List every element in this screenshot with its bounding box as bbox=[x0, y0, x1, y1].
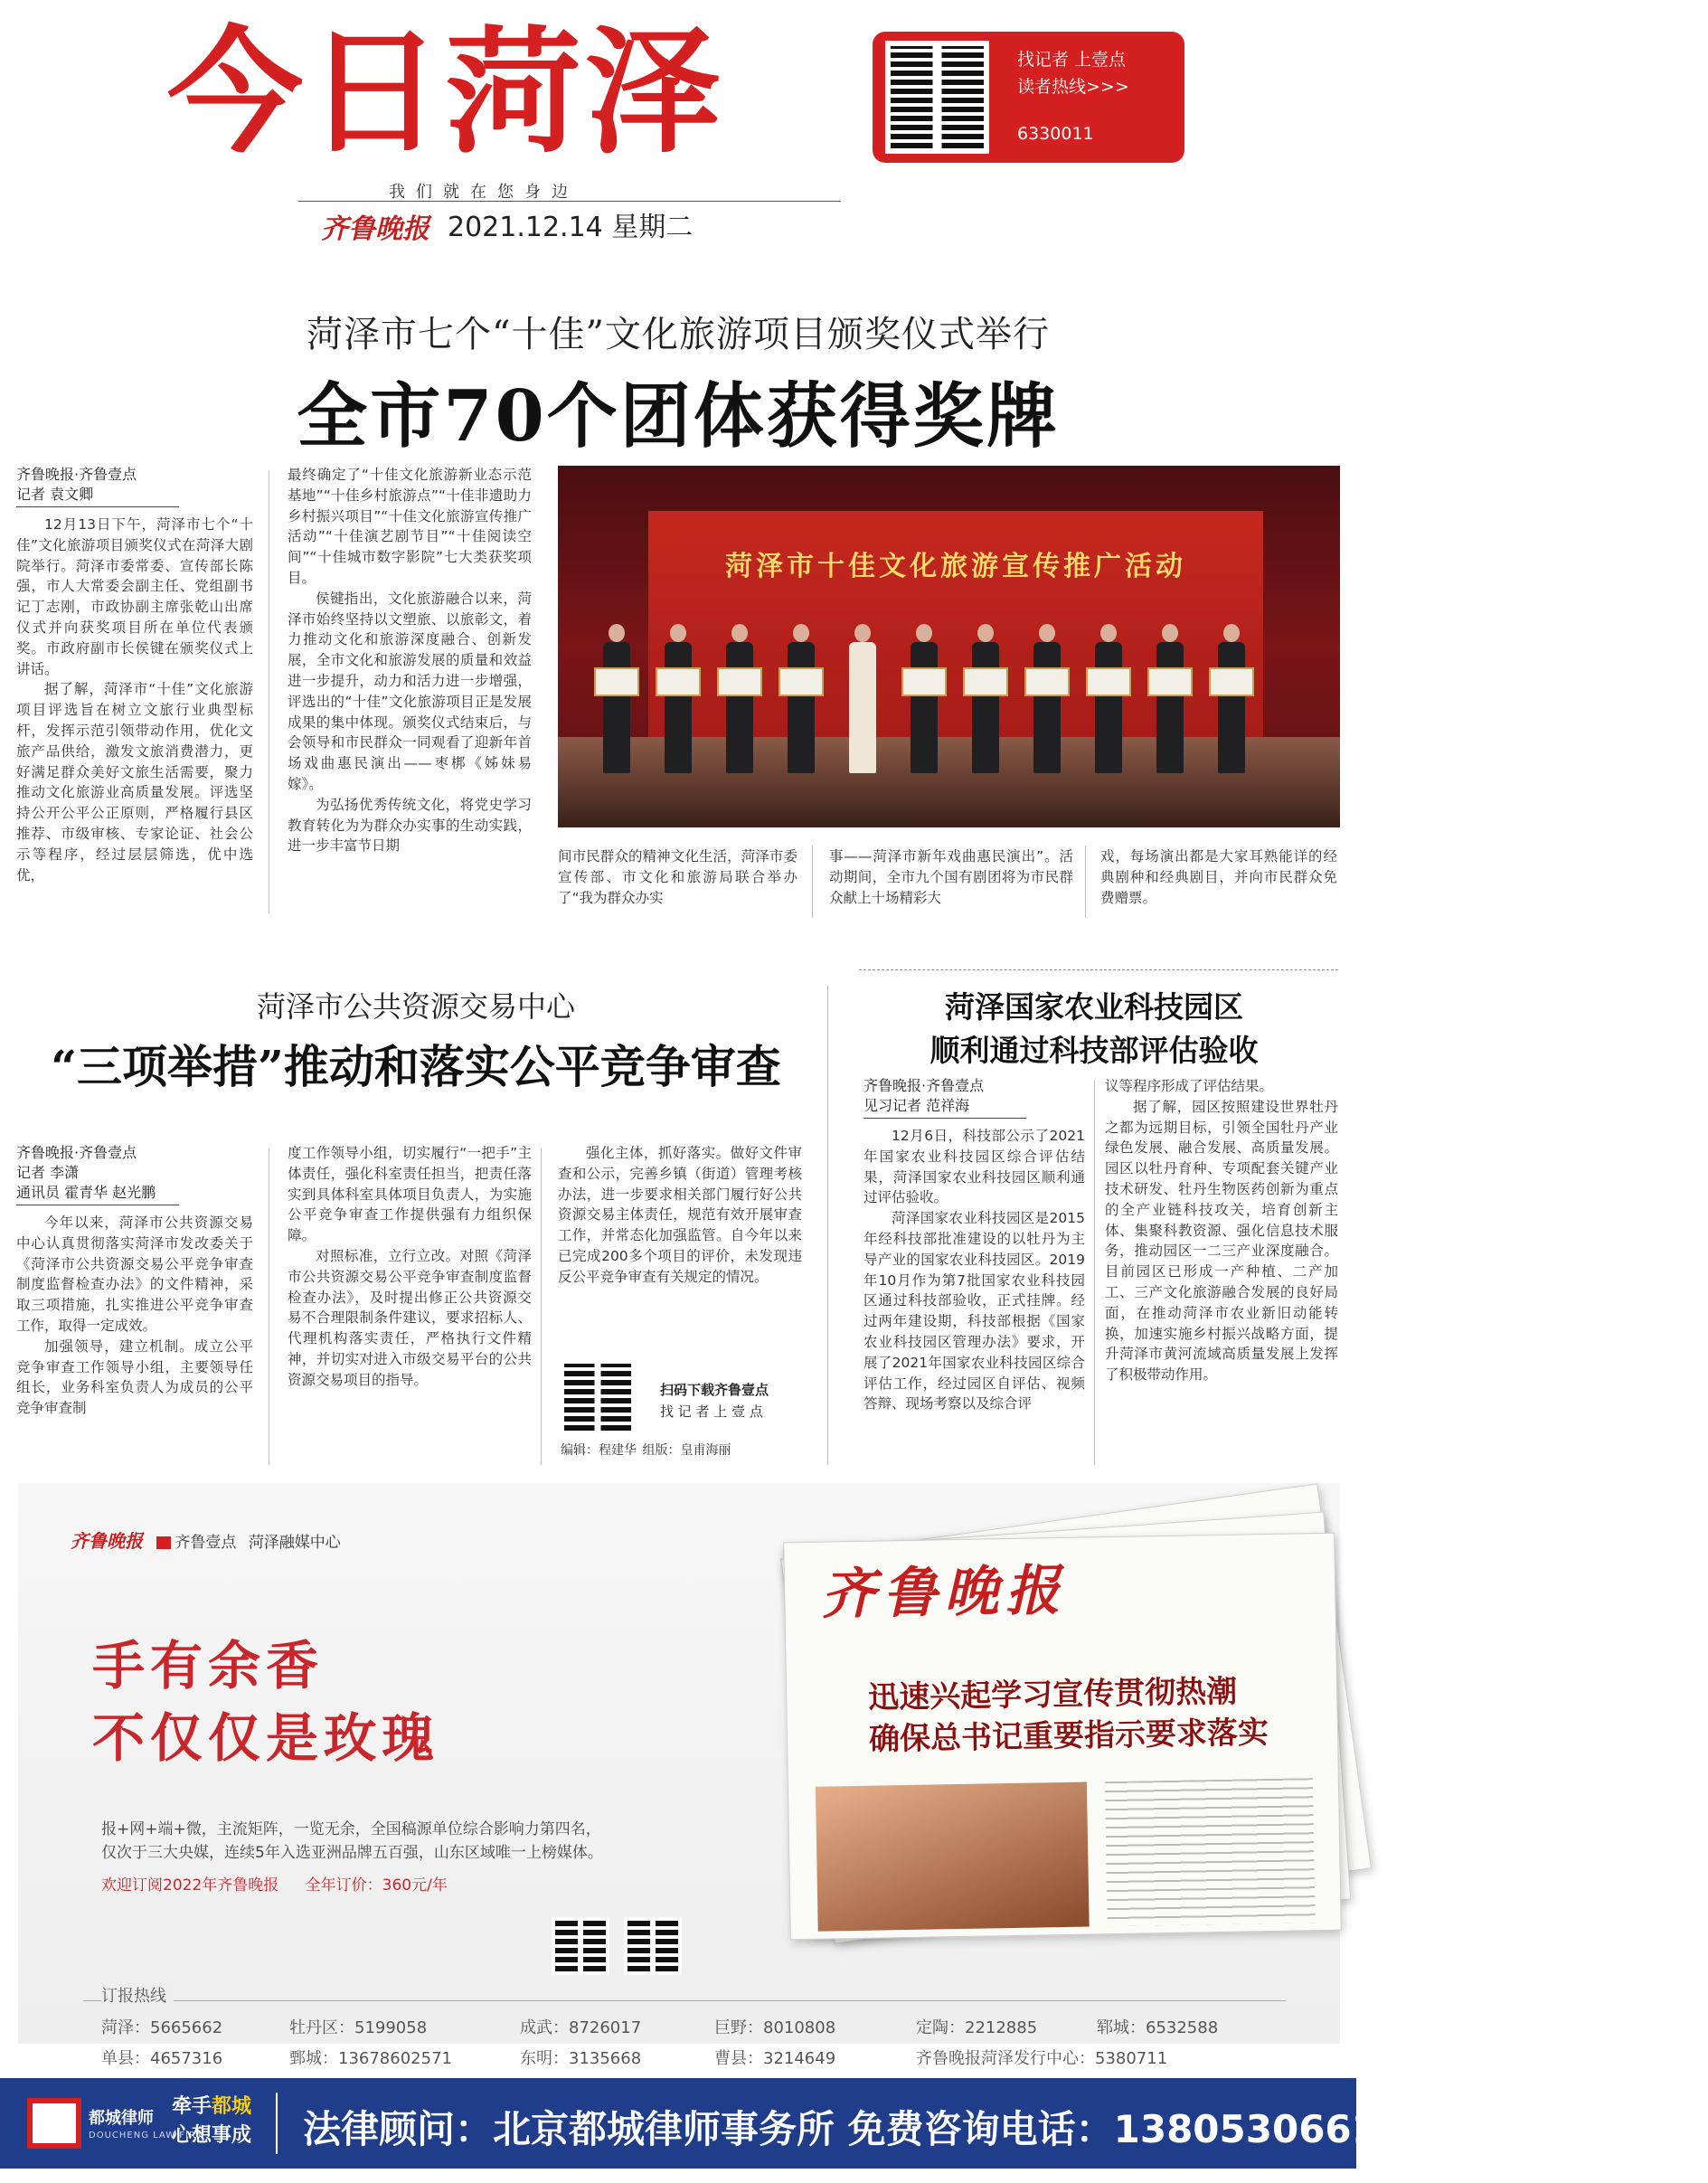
story2-kicker: 菏泽市公共资源交易中心 bbox=[256, 989, 575, 1024]
story1-kicker: 菏泽市七个“十佳”文化旅游项目颁奖仪式举行 bbox=[307, 314, 1050, 355]
law-firm-contact: 法律顾问：北京都城律师事务所 免费咨询电话：13805306613 13801106613 bbox=[303, 2107, 1708, 2151]
story1-headline: 全市70个团体获得奖牌 bbox=[297, 375, 1060, 458]
story2-paragraph: 强化主体，抓好落实。做好文件审查和公示，完善乡镇（街道）管理考核办法，进一步要求相关部门履行好公共资源交易主体责任，规范有效开展审查工作，并常态化加强监管。自今年以来已完成200多个项目的评价，未发现违反公平竞争审查有关规定的情况。 bbox=[558, 1145, 802, 1285]
ad-logo-row bbox=[71, 1526, 341, 1553]
column-divider bbox=[827, 986, 828, 1465]
heze-media-center: 菏泽融媒中心 bbox=[248, 1534, 341, 1552]
issue-date: 2021.12.14 星期二 bbox=[448, 212, 694, 243]
awardee-figure bbox=[1033, 624, 1061, 773]
app-download-qr-icon[interactable] bbox=[561, 1360, 635, 1434]
awardee-figure bbox=[788, 624, 815, 773]
law-firm-slogan bbox=[172, 2093, 251, 2150]
story1-column-2 bbox=[288, 465, 532, 912]
story2-paragraph: 度工作领导小组，切实履行“一把手”主体责任，强化科室责任担当，把责任落实到具体科室具体项目负责人，为实施公平竞争审查工作提供强有力组织保障。 bbox=[288, 1145, 532, 1244]
hotline-item: 东明：3135668 bbox=[520, 2049, 642, 2068]
awardee-figure bbox=[972, 624, 999, 773]
hotline-item: 单县：4657316 bbox=[101, 2049, 223, 2068]
story1-column-5: 戏，每场演出都是大家耳熟能详的经典剧种和经典剧目，并向市民群众免费赠票。 bbox=[1100, 848, 1337, 906]
byline-rule bbox=[863, 1118, 1026, 1119]
awardee-figure bbox=[603, 624, 630, 773]
awardee-figure bbox=[665, 624, 692, 773]
qr-code-icon[interactable] bbox=[885, 41, 989, 154]
story1-column-3: 间市民群众的精神文化生活，菏泽市委宣传部、市文化和旅游局联合举办了“我为群众办实 bbox=[558, 848, 797, 906]
hotline-item: 齐鲁晚报菏泽发行中心：5380711 bbox=[916, 2049, 1168, 2068]
hotline-rule bbox=[83, 2000, 1286, 2001]
slogan-part: 牵手 bbox=[172, 2095, 212, 2118]
qr-label bbox=[660, 1379, 769, 1422]
story1-paragraph: 据了解，菏泽市“十佳”文化旅游项目评选旨在树立文旅行业典型标杆，发挥示范引领带动作用，优化文旅产品供给，激发文旅消费潜力，更好满足群众美好文旅生活需要，聚力推动文化旅游业高质量发展。评选坚持公开公平公正原则，严格履行县区推荐、市级审核、专家论证、社会公示等程序，经过层层筛选，优中选优， bbox=[16, 681, 253, 884]
newspaper-nameplate: 齐鲁晚报 bbox=[820, 1558, 1068, 1627]
byline-rule bbox=[16, 506, 179, 507]
story1-paragraph: 最终确定了“十佳文化旅游新业态示范基地”“十佳乡村旅游点”“十佳非遗助力乡村振兴项目”“十佳文化旅游宣传推广活动”“十佳演艺剧节目”“十佳阅读空间”“十佳城市数字影院”七大类获奖项目。 bbox=[288, 467, 532, 586]
hotline-item: 郓城：6532588 bbox=[1097, 2018, 1219, 2037]
story3-reporter: 见习记者 范祥海 bbox=[863, 1097, 970, 1114]
contact-line-1: 找记者 上壹点 bbox=[1017, 50, 1127, 70]
hotline-item: 巨野：8010808 bbox=[714, 2018, 836, 2037]
newspaper-lead-line: 确保总书记重要指示要求落实 bbox=[868, 1715, 1269, 1758]
newspaper-lead-line: 迅速兴起学习宣传贯彻热潮 bbox=[867, 1673, 1238, 1716]
story2-paragraph: 加强领导，建立机制。成立公平竞争审查工作领导小组，主要领导任组长，业务科室负责人为成员的公平竞争审查制 bbox=[16, 1337, 253, 1417]
law-firm-banner bbox=[0, 2078, 1708, 2169]
story3-headline bbox=[850, 986, 1338, 1073]
story3-paragraph: 据了解，园区按照建设世界牡丹之都为远期目标，引领全国牡丹产业绿色发展、融合发展、高质量发展。园区以牡丹育种、专项配套关键产业技术研发、牡丹生物医药创新为重点的全产业链科技攻关，培育创新主体、集聚科教资源、强化信息技术服务，推动园区一二三产业深度融合。目前园区已形成一产种植、二产加工、三产文化旅游融合发展的良好局面，在推动菏泽市农业新旧动能转换，加速实施乡村振兴战略方面，提升菏泽市黄河流域高质量发展上发挥了积极带动作用。 bbox=[1105, 1098, 1338, 1384]
ad-description bbox=[101, 1818, 603, 1865]
hotline-item: 牡丹区：5199058 bbox=[289, 2018, 428, 2037]
banner-separator bbox=[276, 2093, 278, 2154]
ad-description-line: 报+网+端+微，主流矩阵，一览无余，全国稿源单位综合影响力第四名， bbox=[101, 1820, 601, 1838]
awardee-figure bbox=[1218, 624, 1245, 773]
hotline-item: 曹县：3214649 bbox=[714, 2049, 836, 2068]
story1-source: 齐鲁晚报·齐鲁壹点 bbox=[16, 466, 137, 483]
story3-paragraph: 议等程序形成了评估结果。 bbox=[1105, 1078, 1274, 1094]
story1-byline bbox=[16, 465, 253, 507]
subscribe-price: 全年订价：360元/年 bbox=[305, 1876, 448, 1895]
story1-paragraph: 为弘扬优秀传统文化，将党史学习教育转化为为群众办实事的生动实践，进一步丰富节日期 bbox=[288, 796, 532, 855]
story2-reporter: 记者 李潇 bbox=[16, 1164, 80, 1181]
story3-column-2 bbox=[1105, 1076, 1338, 1467]
story3-paragraph: 12月6日，科技部公示了2021年国家农业科技园区综合评估结果，菏泽国家农业科技园区顺利通过评估验收。 bbox=[863, 1128, 1085, 1206]
awardee-figure bbox=[1095, 624, 1122, 773]
qilu-app-icon bbox=[156, 1536, 171, 1549]
qr-label-sub: 找 记 者 上 壹 点 bbox=[660, 1403, 763, 1420]
newspaper-photo bbox=[816, 1782, 1090, 1932]
hotline-item: 成武：8726017 bbox=[520, 2018, 642, 2037]
contact-line-2: 读者热线>>> bbox=[1017, 77, 1129, 97]
contact-info bbox=[1017, 46, 1129, 147]
editor-credits: 编辑：程建华 组版：皇甫海丽 bbox=[561, 1443, 731, 1458]
hotline-label: 订报热线 bbox=[101, 1983, 174, 2007]
awardee-figure bbox=[911, 624, 938, 773]
slogan-highlight: 都城 bbox=[212, 2095, 252, 2118]
story3-source: 齐鲁晚报·齐鲁壹点 bbox=[863, 1077, 985, 1094]
contact-hotline: 6330011 bbox=[1017, 124, 1094, 144]
story1-reporter: 记者 袁文卿 bbox=[16, 486, 94, 503]
law-firm-logo-subtext: DOUCHENG LAW FIRM bbox=[89, 2131, 205, 2140]
law-firm-logo-icon bbox=[27, 2098, 81, 2149]
qr-label-title: 扫码下载齐鲁壹点 bbox=[660, 1382, 769, 1398]
masthead-slogan: 我们就在您身边 bbox=[389, 183, 579, 202]
story3-headline-line-1: 菏泽国家农业科技园区 bbox=[945, 989, 1243, 1025]
story3-headline-line-2: 顺利通过科技部评估验收 bbox=[929, 1033, 1259, 1068]
story3-byline bbox=[863, 1076, 1085, 1119]
story2-paragraph: 对照标准，立行立改。对照《菏泽市公共资源交易公平竞争审查制度监督检查办法》，及时提出修正公共资源交易不合理限制条件建议，要求招标人、代理机构落实责任，严格执行文件精神，并切实对进入市级交易平台的公共资源交易项目的指导。 bbox=[288, 1247, 532, 1388]
masthead-brand-logo: 齐鲁晚报 bbox=[321, 213, 429, 245]
masthead-rule bbox=[298, 201, 841, 202]
masthead bbox=[0, 0, 1356, 245]
contact-box bbox=[873, 32, 1184, 163]
newspaper-front-page bbox=[783, 1533, 1342, 1941]
newspaper-text-lines bbox=[1105, 1778, 1316, 1926]
law-firm-logo-text: 都城律师 bbox=[89, 2109, 154, 2128]
column-divider bbox=[1094, 1081, 1095, 1465]
ad-description-line: 仅次于三大央媒，连续5年入选亚洲品牌五百强，山东区域唯一上榜媒体。 bbox=[101, 1844, 603, 1862]
newspaper-lead-headline bbox=[868, 1670, 1269, 1761]
story2-byline bbox=[16, 1143, 253, 1205]
awardee-figure bbox=[726, 624, 753, 773]
story2-column-3 bbox=[558, 1143, 802, 1351]
ad-slogan-line-2: 不仅仅是玫瑰 bbox=[92, 1707, 440, 1769]
subscribe-qr-icon[interactable] bbox=[624, 1917, 682, 1975]
section-divider bbox=[859, 969, 1338, 970]
awardee-figure bbox=[1156, 624, 1184, 773]
slogan-part: 心想事成 bbox=[172, 2124, 252, 2147]
ad-subscribe-line bbox=[101, 1872, 469, 1895]
hotline-item: 定陶：2212885 bbox=[916, 2018, 1038, 2037]
story1-paragraph: 侯键指出，文化旅游融合以来，菏泽市始终坚持以文塑旅、以旅彰文，着力推动文化和旅游深度融合、创新发展，全市文化和旅游发展的质量和效益进一步提升，动力和活力进一步增强，评选出的“十佳”文化旅游项目正是发展成果的集中体现。颁奖仪式结束后，与会领导和市民群众一同观看了迎新年首场戏曲惠民演出——枣梆《姊妹易嫁》。 bbox=[288, 590, 532, 792]
story2-column-2 bbox=[288, 1143, 532, 1469]
story1-column-4: 事——菏泽市新年戏曲惠民演出”。活动期间，全市九个国有剧团将为市民群众献上十场精彩大 bbox=[829, 848, 1073, 906]
ad-slogan-line-1: 手有余香 bbox=[92, 1635, 325, 1696]
story2-correspondents: 通讯员 霍青华 赵光鹏 bbox=[16, 1184, 156, 1201]
qilu-evening-news-logo: 齐鲁晚报 bbox=[71, 1530, 143, 1552]
subscribe-qr-icon[interactable] bbox=[552, 1917, 609, 1975]
story2-paragraph: 今年以来，菏泽市公共资源交易中心认真贯彻落实菏泽市发改委关于《菏泽市公共资源交易公平竞争审查制度监督检查办法》的文件精神，采取三项措施，扎实推进公平竞争审查工作，取得一定成效。 bbox=[16, 1214, 253, 1334]
story2-headline: “三项举措”推动和落实公平竞争审查 bbox=[51, 1040, 781, 1093]
hotline-item: 菏泽：5665662 bbox=[101, 2018, 223, 2037]
column-divider bbox=[812, 846, 813, 918]
subscription-advertisement bbox=[18, 1483, 1340, 2044]
story3-column-1 bbox=[863, 1076, 1085, 1467]
hotline-item: 鄄城：13678602571 bbox=[289, 2049, 452, 2068]
qilu-app-name: 齐鲁壹点 bbox=[175, 1534, 237, 1552]
masthead-title: 今日菏泽 bbox=[167, 14, 725, 172]
story2-column-1 bbox=[16, 1143, 253, 1469]
column-divider bbox=[1085, 846, 1086, 918]
story1-column-1 bbox=[16, 465, 253, 912]
stage-screen-text: 菏泽市十佳文化旅游宣传推广活动 bbox=[725, 551, 1186, 582]
subscribe-text: 欢迎订阅2022年齐鲁晚报 bbox=[101, 1876, 279, 1895]
story1-paragraph: 12月13日下午，菏泽市七个“十佳”文化旅游项目颁奖仪式在菏泽大剧院举行。菏泽市委常委、宣传部长陈强，市人大常委会副主任、党组副书记丁志刚，市政协副主席张乾山出席仪式并向获奖项目所在单位代表颁奖。市政府副市长侯键在颁奖仪式上讲话。 bbox=[16, 516, 253, 677]
story2-source: 齐鲁晚报·齐鲁壹点 bbox=[16, 1144, 137, 1161]
column-divider bbox=[541, 1148, 542, 1465]
award-ceremony-photo bbox=[558, 466, 1340, 827]
story3-paragraph: 菏泽国家农业科技园区是2015年经科技部批准建设的以牡丹为主导产业的国家农业科技园区。2019年10月作为第7批国家农业科技园区通过科技部验收，正式挂牌。经过两年建设期，科技部根据《国家农业科技园区管理办法》要求，开展了2021年国家农业科技园区综合评估工作，经过园区自评估、视频答辩、现场考察以及综合评 bbox=[863, 1210, 1085, 1413]
ad-slogan bbox=[92, 1630, 439, 1774]
awardee-figure bbox=[849, 624, 876, 773]
